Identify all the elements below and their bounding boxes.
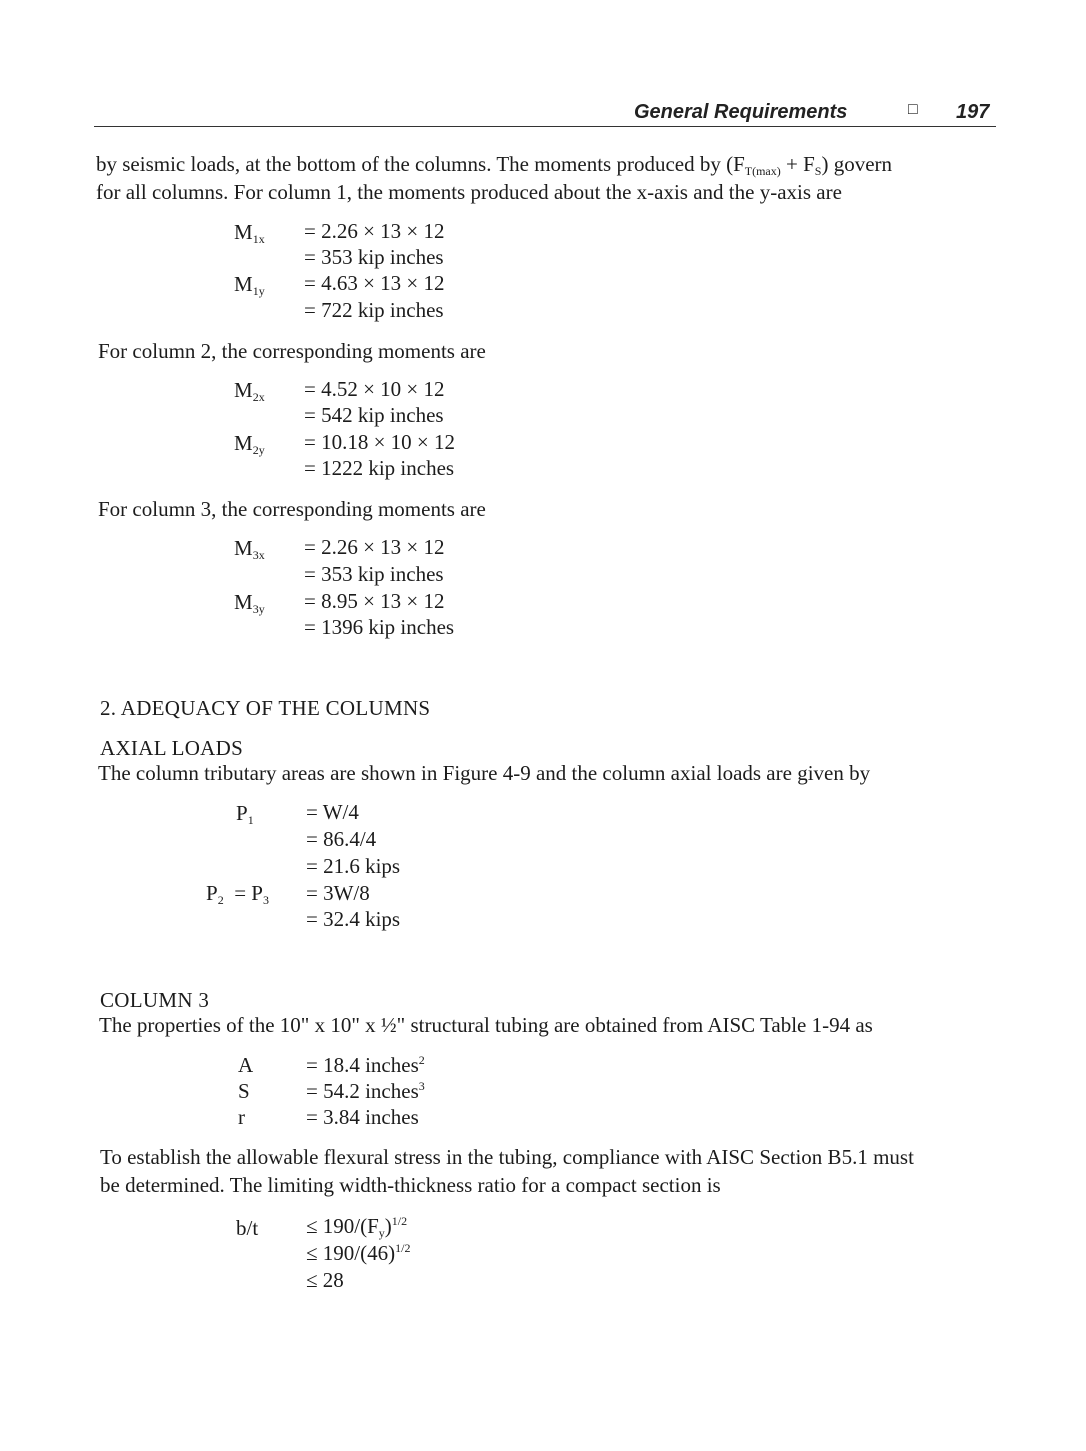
p2-p3-label: $P_2 = P_3$ <box>206 881 269 907</box>
p2-eq: = 3W/8 <box>306 881 370 905</box>
m3x-result: = 353 kip inches <box>304 562 444 586</box>
m2x-result: = 542 kip inches <box>304 403 444 427</box>
m3x-eq: = 2.26 × 13 × 12 <box>304 535 445 559</box>
section-modulus-label: S <box>238 1079 250 1103</box>
p1-line-2: = 86.4/4 <box>306 827 377 851</box>
m1x-label: $M_{1x}$ <box>234 220 265 246</box>
bt-label: b/t <box>236 1216 259 1240</box>
m3y-label: $M_{3y}$ <box>234 590 265 616</box>
bt-line-3: ≤ 28 <box>306 1268 344 1292</box>
intro-line-1: by seismic loads, at the bottom of the columns. The moments produced by $(F_{T(max)} + F_S)$ govern <box>96 152 893 178</box>
m3y-result: = 1396 kip inches <box>304 615 455 639</box>
p1-eq: = W/4 <box>306 800 359 824</box>
axial-loads-heading: AXIAL LOADS <box>100 736 244 760</box>
section-heading: 2. ADEQUACY OF THE COLUMNS <box>100 696 431 720</box>
header-box-glyph: □ <box>908 101 918 118</box>
axial-loads-text: The column tributary areas are shown in Figure 4-9 and the column axial loads are given by <box>98 761 871 785</box>
m2y-result: = 1222 kip inches <box>304 456 455 480</box>
running-header <box>630 101 996 127</box>
m1y-eq: = 4.63 × 13 × 12 <box>304 271 445 295</box>
radius-label: r <box>238 1105 245 1129</box>
section-modulus-value: = 54.2 inches$^3$ <box>306 1079 425 1103</box>
flexural-line-2: be determined. The limiting width-thickness ratio for a compact section is <box>100 1173 721 1197</box>
header-title: General Requirements <box>634 101 848 123</box>
radius-value: = 3.84 inches <box>306 1105 419 1129</box>
m1y-result: = 722 kip inches <box>304 298 444 322</box>
intro-line-2: for all columns. For column 1, the moments produced about the x-axis and the y-axis are <box>96 180 842 204</box>
p2-line-2: = 32.4 kips <box>306 907 401 931</box>
area-label: A <box>238 1053 254 1077</box>
p1-label: $P_1$ <box>236 801 254 827</box>
column-3-heading: COLUMN 3 <box>100 988 210 1012</box>
column-3-text: The properties of the 10" x 10" x ½" structural tubing are obtained from AISC Table 1-94 as <box>99 1013 873 1037</box>
flexural-line-1: To establish the allowable flexural stress in the tubing, compliance with AISC Section B5.1 must <box>100 1145 914 1169</box>
bt-line-1: ≤ $190/(F_y)^{1/2}$ <box>306 1214 408 1240</box>
m2x-label: $M_{2x}$ <box>234 378 265 404</box>
page-number: 197 <box>956 101 990 123</box>
m2y-eq: = 10.18 × 10 × 12 <box>304 430 456 454</box>
bt-line-2: ≤ $190/(46)^{1/2}$ <box>306 1241 411 1265</box>
m2x-eq: = 4.52 × 10 × 12 <box>304 377 445 401</box>
area-value: = 18.4 inches$^2$ <box>306 1053 425 1077</box>
m3y-eq: = 8.95 × 13 × 12 <box>304 589 445 613</box>
m1x-eq: = 2.26 × 13 × 12 <box>304 219 445 243</box>
m3x-label: $M_{3x}$ <box>234 536 265 562</box>
m1x-result: = 353 kip inches <box>304 245 444 269</box>
m1y-label: $M_{1y}$ <box>234 272 265 298</box>
col2-intro: For column 2, the corresponding moments are <box>98 339 486 363</box>
header-rule <box>94 126 996 127</box>
p1-line-3: = 21.6 kips <box>306 854 401 878</box>
col3-intro: For column 3, the corresponding moments are <box>98 497 486 521</box>
m2y-label: $M_{2y}$ <box>234 431 265 457</box>
